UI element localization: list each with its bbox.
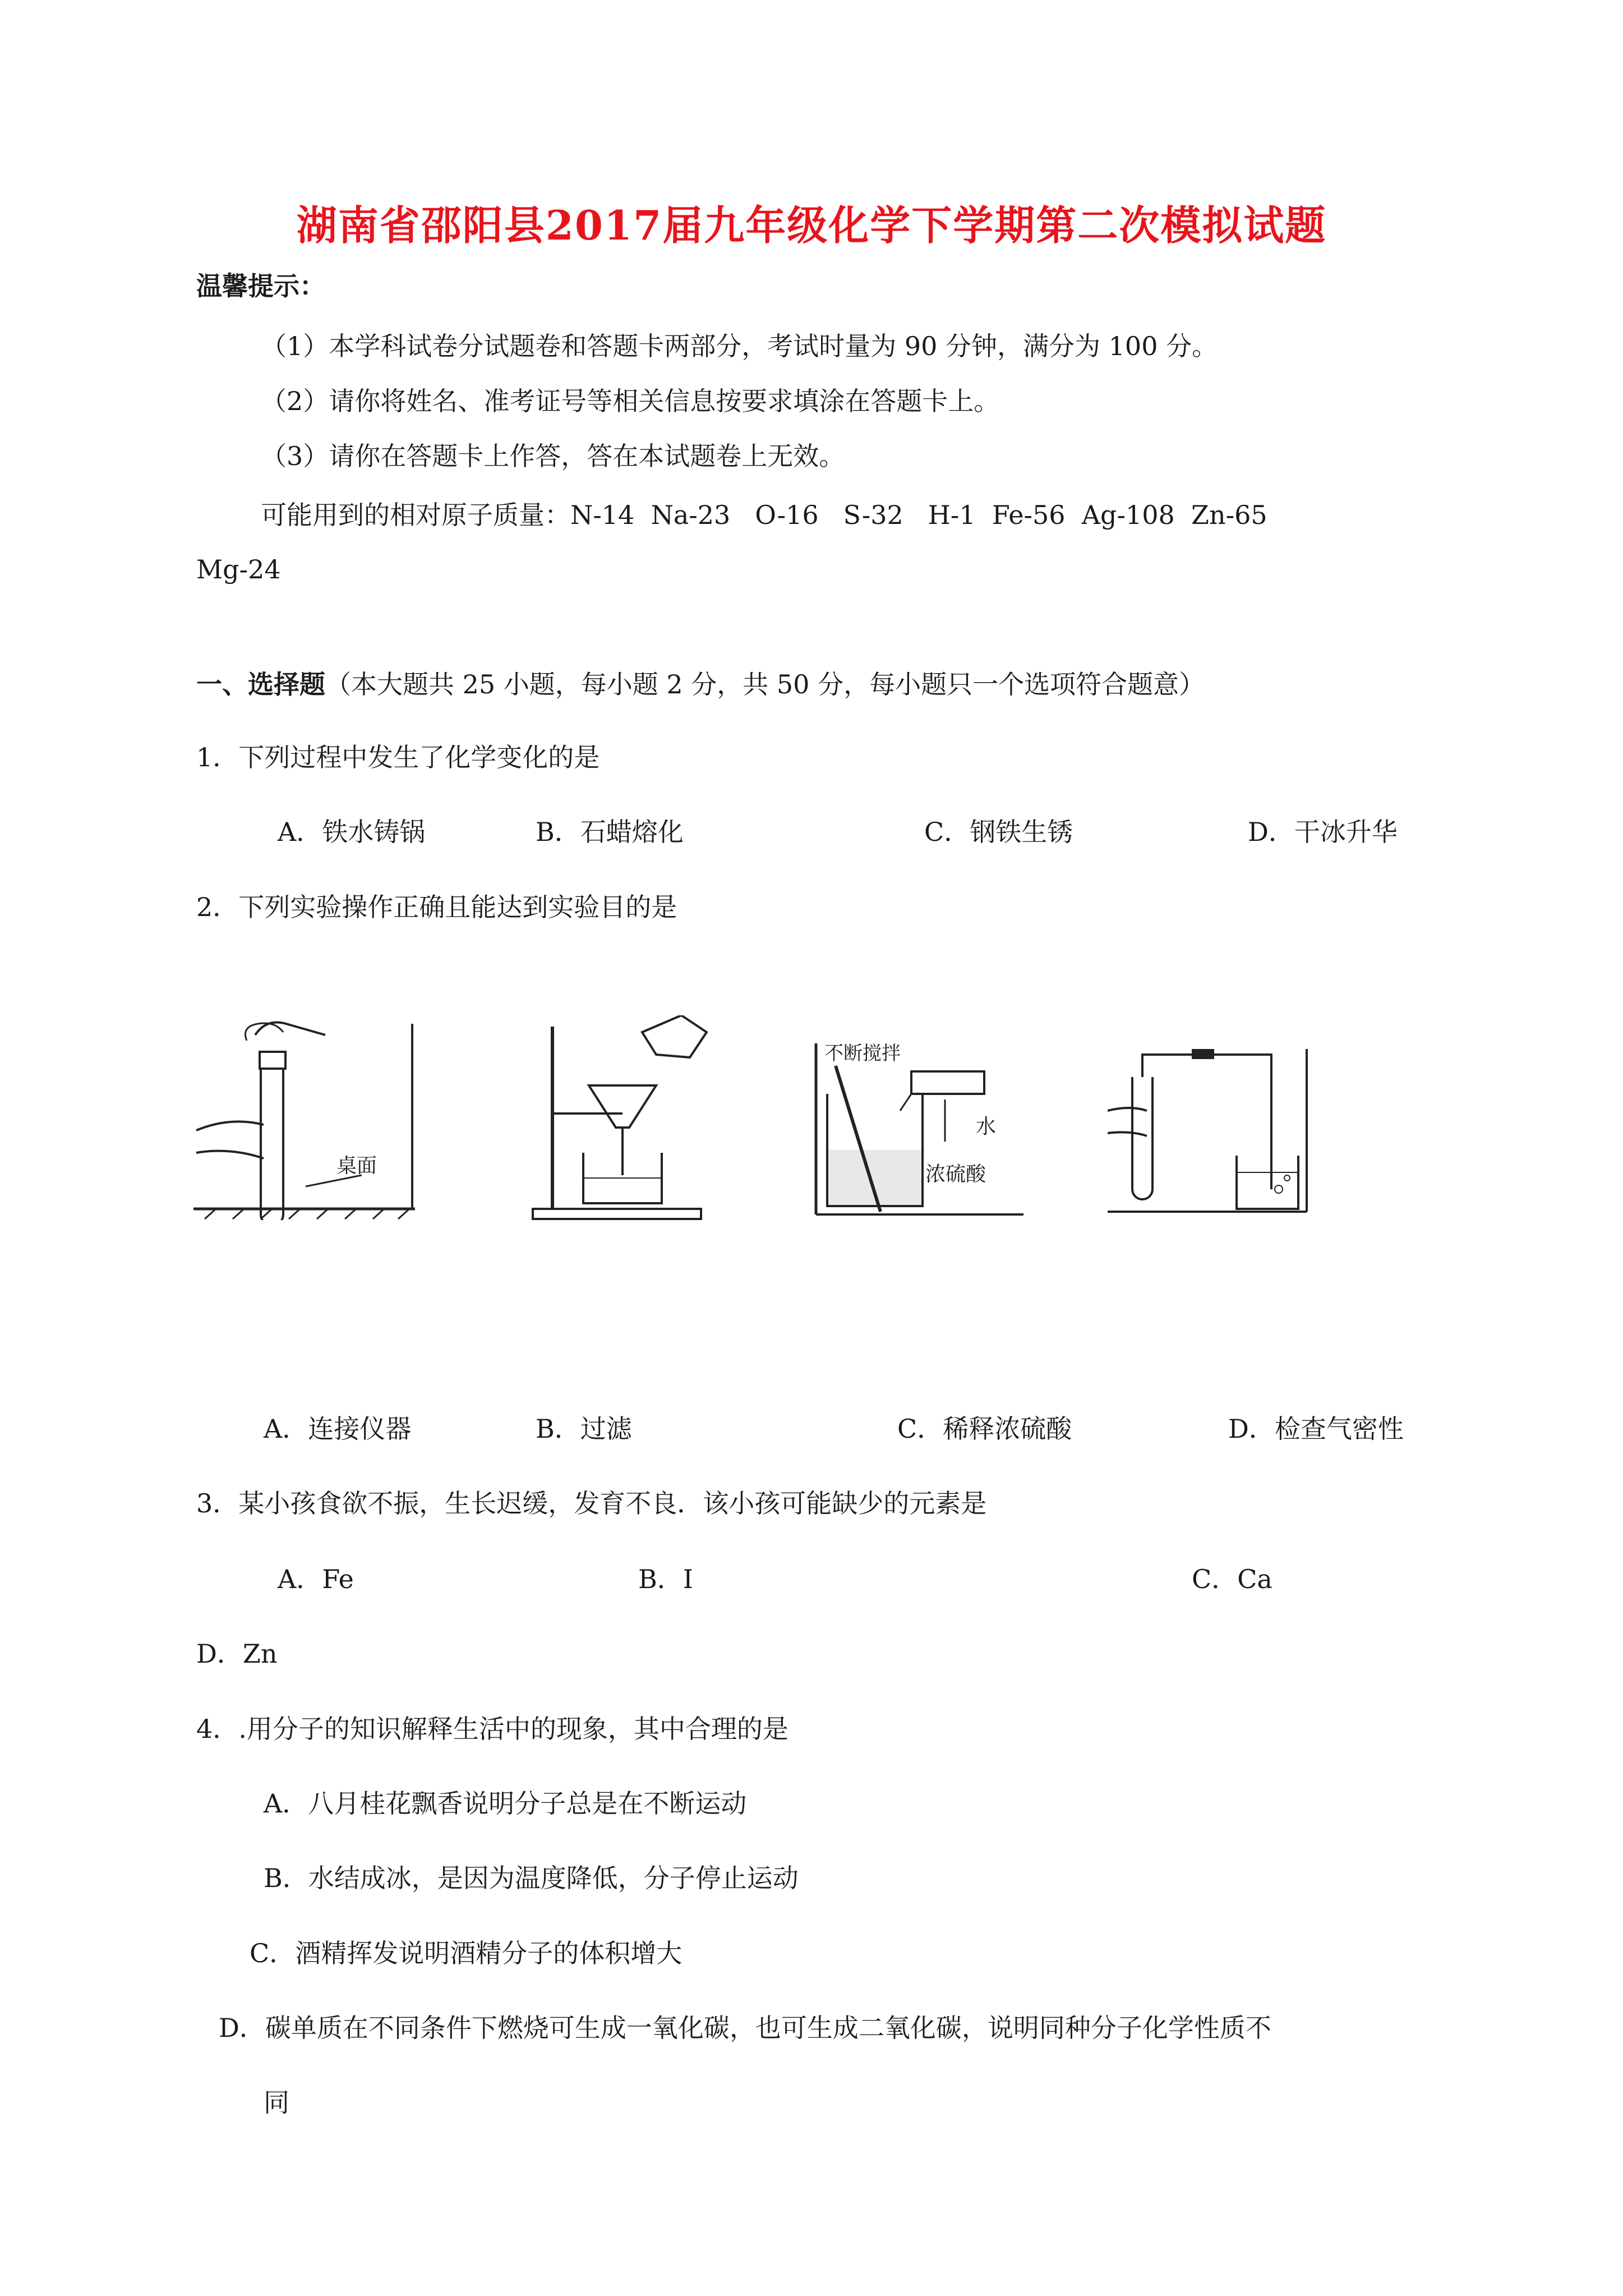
option: B．I xyxy=(638,1564,693,1594)
option: A．连接仪器 xyxy=(264,1414,412,1444)
atomic-mass-line: 可能用到的相对原子质量：N-14 Na-23 O-16 S-32 H-1 Fe-56 Ag-108 Zn-65 xyxy=(261,500,1267,530)
section-heading xyxy=(196,668,1205,701)
tip-item: （2）请你将姓名、准考证号等相关信息按要求填涂在答题卡上。 xyxy=(261,386,1000,416)
figure-label-desk: 桌面 xyxy=(336,1154,377,1177)
option: A．八月桂花飘香说明分子总是在不断运动 xyxy=(264,1788,747,1819)
option: D．碳单质在不同条件下燃烧可生成一氧化碳，也可生成二氧化碳，说明同种分子化学性质不 xyxy=(219,2013,1271,2043)
option: C．酒精挥发说明酒精分子的体积增大 xyxy=(250,1938,683,1968)
question-stem: 1．下列过程中发生了化学变化的是 xyxy=(196,742,600,772)
tips-heading: 温馨提示： xyxy=(196,271,325,301)
option-continuation: 同 xyxy=(264,2087,289,2118)
option: C．Ca xyxy=(1192,1564,1272,1594)
option: B．水结成冰，是因为温度降低，分子停止运动 xyxy=(264,1863,799,1893)
option: C．稀释浓硫酸 xyxy=(897,1414,1072,1444)
question-stem: 2．下列实验操作正确且能达到实验目的是 xyxy=(196,892,677,922)
figure-label-stir: 不断搅拌 xyxy=(824,1042,901,1065)
option: D．检查气密性 xyxy=(1228,1414,1404,1444)
figure-label-water: 水 xyxy=(976,1115,997,1138)
figure-label-acid: 浓硫酸 xyxy=(925,1163,986,1186)
question-stem: 4．.用分子的知识解释生活中的现象，其中合理的是 xyxy=(196,1714,789,1744)
section-heading-note: （本大题共 25 小题，每小题 2 分，共 50 分，每小题只一个选项符合题意） xyxy=(325,669,1205,700)
atomic-mass-line-cont: Mg-24 xyxy=(196,554,281,585)
option: B．过滤 xyxy=(536,1414,632,1444)
section-heading-label: 一、选择题 xyxy=(196,669,325,700)
question-stem: 3．某小孩食欲不振，生长迟缓，发育不良．该小孩可能缺少的元素是 xyxy=(196,1488,987,1519)
page-title: 湖南省邵阳县2017届九年级化学下学期第二次模拟试题 xyxy=(296,201,1327,249)
tip-item: （3）请你在答题卡上作答，答在本试题卷上无效。 xyxy=(261,441,845,471)
option: D．干冰升华 xyxy=(1248,817,1398,847)
option: A．Fe xyxy=(278,1564,354,1594)
option: C．钢铁生锈 xyxy=(924,817,1073,847)
option: D．Zn xyxy=(196,1639,278,1669)
option: B．石蜡熔化 xyxy=(536,817,684,847)
tip-item: （1）本学科试卷分试题卷和答题卡两部分，考试时量为 90 分钟，满分为 100 分。 xyxy=(261,331,1218,361)
option: A．铁水铸锅 xyxy=(278,817,426,847)
